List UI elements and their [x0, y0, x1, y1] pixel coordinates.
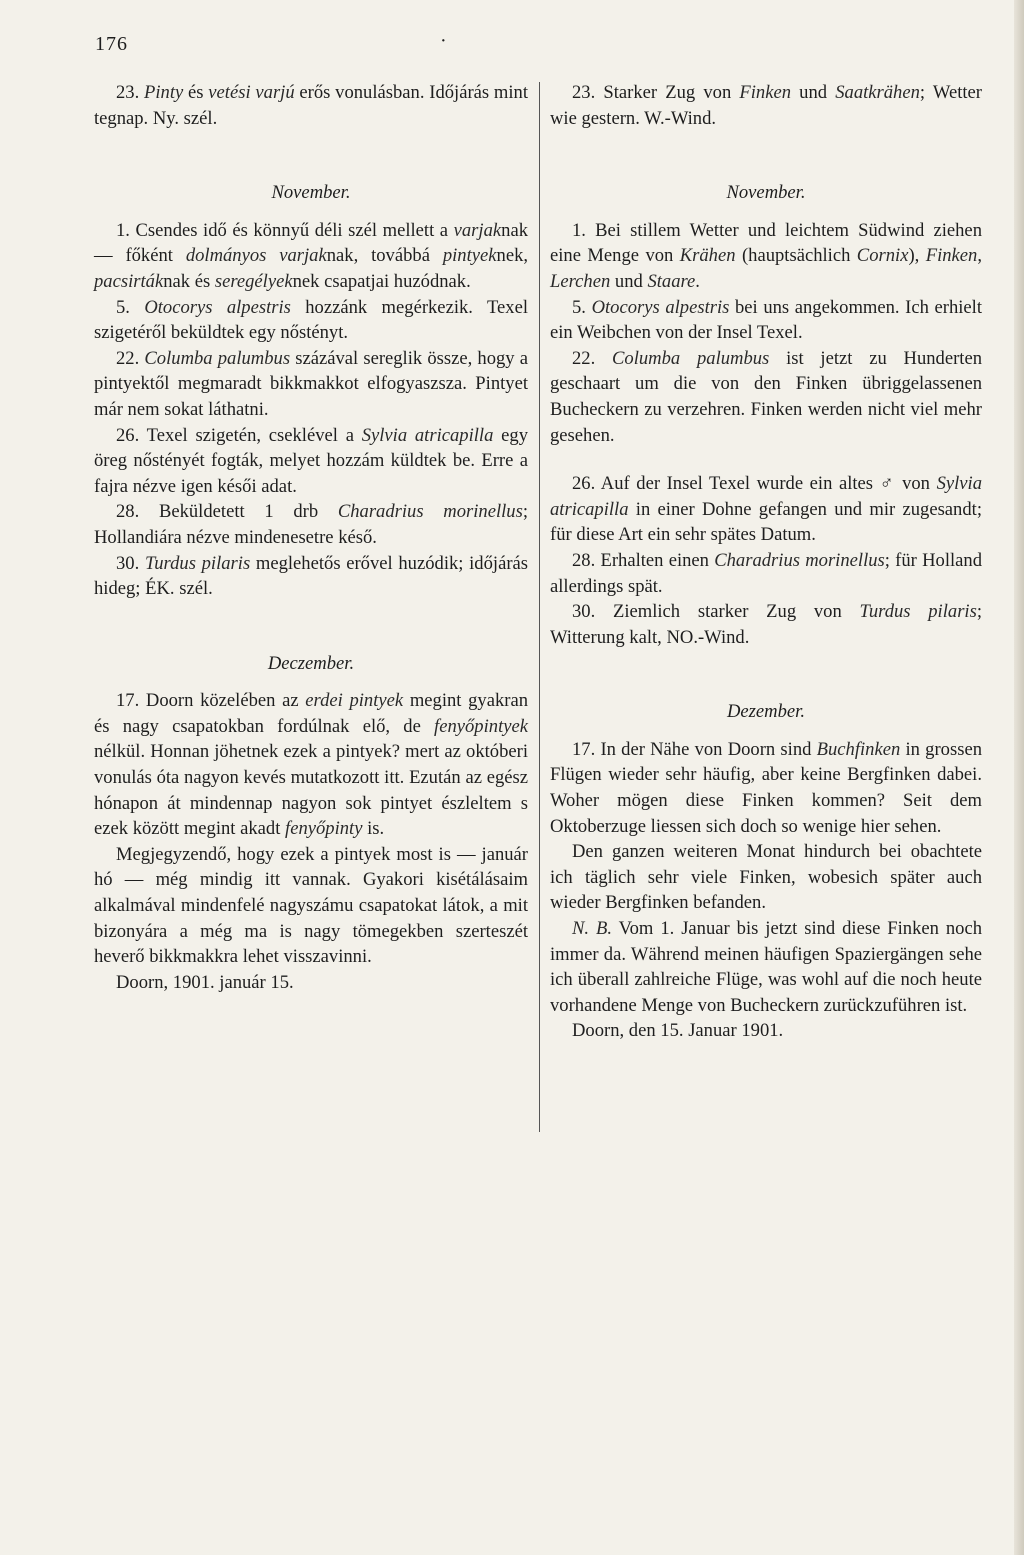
- december-entries-de: [550, 737, 982, 1019]
- species-name: Turdus pilaris: [144, 552, 251, 574]
- species-name: Turdus pilaris: [859, 601, 977, 623]
- entry-oct-23-de: 23. Starker Zug von Finken und Saatkrähen; Wetter wie gestern. W.-Wind.: [550, 82, 982, 129]
- diary-entry: 28. Beküldetett 1 drb Charadrius morinellus; Hollandiára nézve mindenesetre késő.: [94, 501, 528, 548]
- diary-entry: 17. In der Nähe von Doorn sind Buchfinken in grossen Flügen wieder sehr häufig, aber keine Bergfinken dabei. Woher mögen diese Finken kommen? Seit dem Oktoberzuge liessen sich doch so wenige hier sehen.: [550, 738, 982, 837]
- species-name: Charadrius morinellus: [714, 549, 885, 571]
- column-divider: [539, 82, 540, 1132]
- species-name: Charadrius morinellus: [337, 501, 523, 523]
- page-number: 176: [95, 33, 128, 55]
- entry-oct-23-hu: 23. Pinty és vetési varjú erős vonulásban. Időjárás mint tegnap. Ny. szél.: [94, 82, 528, 129]
- species-name: erdei pintyek: [305, 690, 404, 712]
- species-name: Columba palumbus: [612, 347, 770, 369]
- species-name: Otocorys alpestris: [144, 296, 291, 318]
- page-edge-shadow: [1014, 0, 1024, 1555]
- species-name: seregélyek: [214, 270, 293, 292]
- december-heading-hu: Deczember.: [267, 652, 355, 674]
- diary-entry: 1. Bei stillem Wetter und leichtem Südwind ziehen eine Menge von Krähen (hauptsächlich Cornix), Finken, Lerchen und Staare.: [550, 219, 982, 292]
- november-entries-hu: [94, 218, 528, 602]
- diary-entry: 5. Otocorys alpestris bei uns angekommen. Ich erhielt ein Weibchen von der Insel Texel.: [550, 296, 983, 344]
- species-name: Otocorys alpestris: [591, 296, 730, 318]
- diary-entry: 28. Erhalten einen Charadrius morinellus; für Holland allerdings spät.: [550, 549, 982, 597]
- diary-entry: 30. Turdus pilaris meglehetős erővel huzódik; időjárás hideg; ÉK. szél.: [94, 552, 529, 600]
- diary-entry: 22. Columba palumbus százával sereglik össze, hogy a pintyektől megmaradt bikkmakkot elfogyaszsza. Pintyet már nem sokat láthatni.: [94, 347, 529, 420]
- species-name: vetési varjú: [208, 82, 295, 103]
- decorative-dot: ·: [440, 30, 447, 52]
- diary-entry: Den ganzen weiteren Monat hindurch bei obachtete ich täglich sehr viele Finken, wobesich später auch wieder Bergfinken befanden.: [550, 841, 982, 914]
- species-name: pintyek: [442, 245, 497, 267]
- diary-entry: 1. Csendes idő és könnyű déli szél mellett a varjaknak — főként dolmányos varjaknak, továbbá pintyeknek, pacsirtáknak és seregélyeknek csapatjai huzódnak.: [94, 219, 529, 292]
- diary-entry: 30. Ziemlich starker Zug von Turdus pilaris; Witterung kalt, NO.-Wind.: [550, 601, 982, 648]
- signature-hu: Doorn, 1901. január 15.: [116, 971, 294, 993]
- german-column: [550, 80, 982, 1044]
- species-name: Saatkrähen: [835, 82, 920, 103]
- hungarian-column: [94, 80, 528, 995]
- november-entries-de-a: [550, 218, 982, 448]
- diary-entry: 17. Doorn közelében az erdei pintyek megint gyakran és nagy csapatokban fordúlnak elő, de fenyőpintyek nélkül. Honnan jöhetnek ezek a pintyek? mert az októberi vonulás óta nagyon kevés mutatkozott itt. Ezután az egész hónapon át mindennap nagyon sok pintyet észleltem s ezek között megint akadt fenyőpinty is.: [94, 690, 529, 840]
- species-name: Sylvia atricapilla: [550, 473, 982, 520]
- species-name: Finken: [739, 82, 792, 103]
- november-heading-hu: November.: [271, 182, 351, 204]
- species-name: varjak: [453, 219, 502, 241]
- species-name: Sylvia atricapilla: [361, 424, 494, 446]
- diary-entry: Megjegyzendő, hogy ezek a pintyek most is — január hó — még mindig itt vannak. Gyakori kisétálásaim alkalmával mindenfelé nagyszámu csapatokat látok, a mit bizonyára a még ma is nagy tömegekben szerteszét heverő bikkmakkra lehet visszavinni.: [94, 843, 528, 968]
- species-name: dolmányos varjak: [185, 245, 327, 267]
- november-entries-de-b: [550, 471, 982, 650]
- species-name: fenyőpinty: [285, 818, 363, 840]
- december-heading-de: Dezember.: [727, 701, 805, 723]
- species-name: Krähen: [679, 245, 736, 267]
- diary-entry: 26. Texel szigetén, cseklével a Sylvia atricapilla egy öreg nőstényét fogták, melyet hozzám küldtek be. Erre a fajra nézve igen késői adat.: [94, 424, 529, 497]
- november-heading-de: November.: [726, 182, 806, 204]
- species-name: Buchfinken: [816, 738, 901, 760]
- species-name: Finken: [925, 245, 978, 267]
- species-name: fenyőpintyek: [434, 715, 528, 737]
- species-name: Staare: [647, 270, 696, 292]
- species-name: pacsirták: [94, 270, 164, 292]
- december-entries-hu: [94, 688, 528, 970]
- diary-entry: 26. Auf der Insel Texel wurde ein altes ♂ von Sylvia atricapilla in einer Dohne gefangen und mir zugesandt; für diese Art ein sehr spätes Datum.: [550, 473, 982, 546]
- species-name: Lerchen: [550, 270, 611, 292]
- diary-entry: N. B. Vom 1. Januar bis jetzt sind diese Finken noch immer da. Während meinen häufigen Spaziergängen sehe ich überall zahlreiche Flüge, was wohl auf die noch heute vorhandene Menge von Bucheckern zurückzuführen ist.: [550, 918, 982, 1016]
- species-name: Pinty: [144, 82, 184, 103]
- diary-entry: 22. Columba palumbus ist jetzt zu Hunderten geschaart um die von den Finken übriggelassenen Bucheckern zu verzehren. Finken werden nicht viel mehr gesehen.: [550, 347, 982, 446]
- species-name: Columba palumbus: [144, 347, 291, 369]
- species-name: N. B.: [572, 918, 612, 940]
- species-name: Cornix: [856, 245, 909, 267]
- diary-entry: 5. Otocorys alpestris hozzánk megérkezik. Texel szigetéről beküldtek egy nőstényt.: [94, 296, 528, 344]
- signature-de: Doorn, den 15. Januar 1901.: [572, 1020, 784, 1042]
